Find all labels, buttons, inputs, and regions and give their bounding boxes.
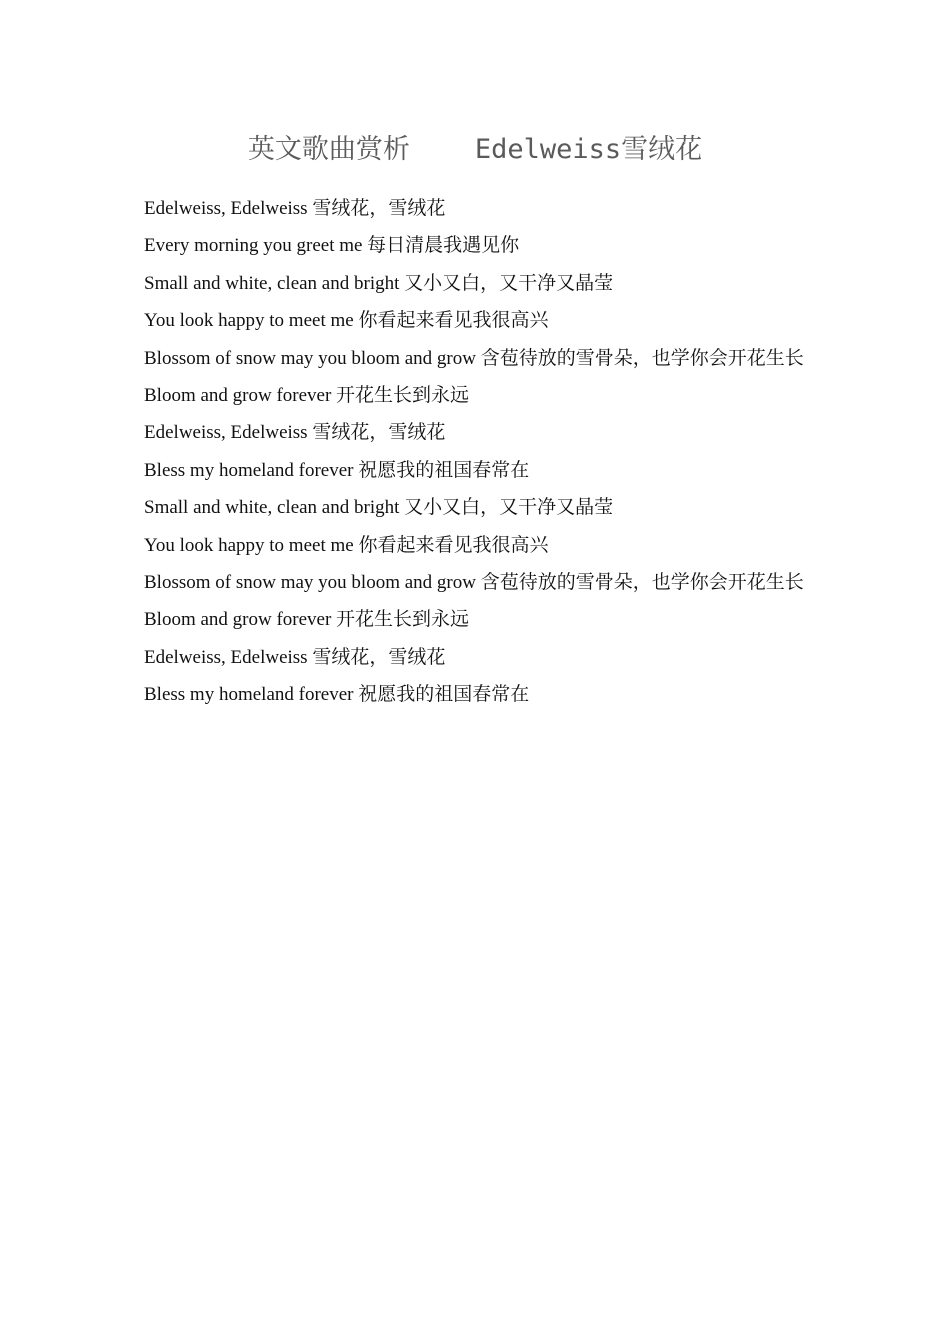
lyric-line: Edelweiss, Edelweiss 雪绒花，雪绒花	[144, 198, 446, 219]
lyric-line: Small and white, clean and bright 又小又白，又干净又晶莹	[144, 497, 614, 519]
lyric-line: Blossom of snow may you bloom and grow 含苞待放的雪骨朵，也学你会开花生长	[144, 347, 804, 369]
lyric-line: Blossom of snow may you bloom and grow 含苞待放的雪骨朵，也学你会开花生长	[144, 571, 804, 593]
lyric-line: Bless my homeland forever 祝愿我的祖国春常在	[144, 459, 530, 481]
lyric-line: Edelweiss, Edelweiss 雪绒花，雪绒花	[144, 646, 446, 668]
lyric-line: Every morning you greet me 每日清晨我遇见你	[144, 235, 520, 257]
document-title: 英文歌曲赏析 Edelweiss雪绒花	[247, 134, 703, 165]
lyrics-list	[144, 190, 864, 713]
lyric-line: You look happy to meet me 你看起来看见我很高兴	[144, 534, 549, 556]
lyric-line: Bless my homeland forever 祝愿我的祖国春常在	[144, 684, 530, 706]
lyric-line: Bloom and grow forever 开花生长到永远	[144, 609, 470, 631]
lyric-line: Small and white, clean and bright 又小又白，又干净又晶莹	[144, 272, 614, 294]
lyric-line: Bloom and grow forever 开花生长到永远	[144, 384, 470, 406]
lyric-line: Edelweiss, Edelweiss 雪绒花，雪绒花	[144, 422, 446, 444]
lyric-line: You look happy to meet me 你看起来看见我很高兴	[144, 310, 549, 332]
